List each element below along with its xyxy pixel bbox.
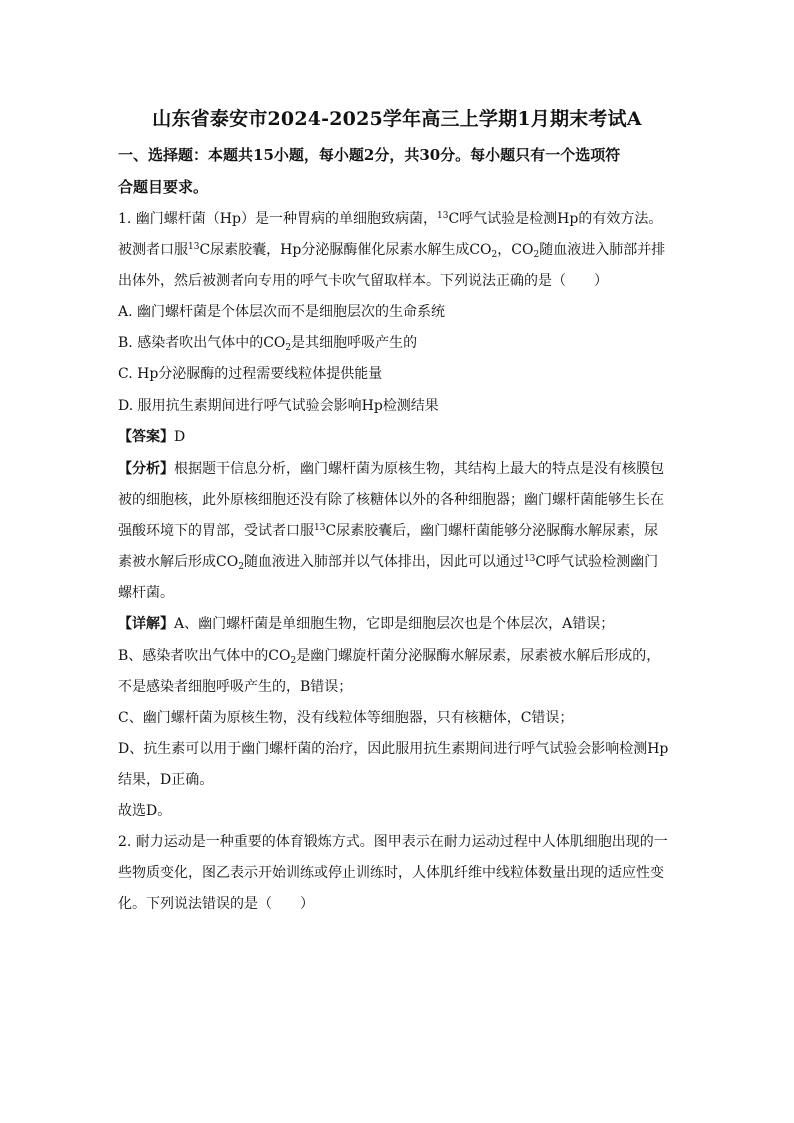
section-heading-continued: 合题目要求。 [118,178,209,196]
question-1-detail-c: C、幽门螺杆菌为原核生物，没有线粒体等细胞器，只有核糖体，C错误； [118,710,574,726]
question-1-option-b: B. 感染者吹出气体中的$CO_2$是其细胞呼吸产生的 [118,335,418,353]
question-1-answer [118,427,678,447]
question-1-analysis-line-2: 被的细胞核，此外原核细胞还没有除了核糖体以外的各种细胞器；幽门螺杆菌能够生长在 [118,492,664,508]
page-title: 山东省泰安市2024-2025学年高三上学期1月期末考试A [152,108,642,130]
question-1-stem-line-1: 1. 幽门螺杆菌（Hp）是一种胃病的单细胞致病菌，$^{13}$C呼气试验是检测Hp的有效方法。 [118,211,663,227]
question-1-detail-b-line-2: 不是感染者细胞呼吸产生的，B错误； [118,679,353,695]
question-1-detail-d-line-1: D、抗生素可以用于幽门螺杆菌的治疗，因此服用抗生素期间进行呼气试验会影响检测Hp [118,741,669,757]
analysis-tag: 【分析】 [118,461,174,477]
question-1-analysis-line-3: 强酸环境下的胃部，受试者口服$^{13}$C尿素胶囊后，幽门螺杆菌能够分泌脲酶水解尿素，尿 [118,523,659,539]
answer-tag: 【答案】 [118,429,174,445]
question-1-analysis-line-4: 素被水解后形成$CO_2$随血液进入肺部并以气体排出，因此可以通过$^{13}$C呼气试验检测幽门 [118,554,659,572]
detail-tag: 【详解】 [118,616,174,632]
question-1-option-c: C. Hp分泌脲酶的过程需要线粒体提供能量 [118,366,383,382]
answer-value: D [174,429,186,445]
question-2-stem-line-3: 化。下列说法错误的是（ ） [118,896,314,912]
question-1-detail-a: 【详解】A、幽门螺杆菌是单细胞生物，它即是细胞层次也是个体层次，A错误； [118,616,615,632]
question-1-option-d: D. 服用抗生素期间进行呼气试验会影响Hp检测结果 [118,398,439,414]
question-1-conclusion: 故选D。 [118,803,172,819]
question-1-detail-b-line-1: B、感染者吹出气体中的$CO_2$是幽门螺旋杆菌分泌脲酶水解尿素，尿素被水解后形成的， [118,648,661,666]
question-1-analysis-line-5: 螺杆菌。 [118,585,174,601]
question-1-stem-line-2: 被测者口服$^{13}$C尿素胶囊，Hp分泌脲酶催化尿素水解生成$CO_2$，$CO_2$随血液进入肺部并排 [118,242,666,260]
question-2-stem-line-2: 些物质变化，图乙表示开始训练或停止训练时，人体肌纤维中线粒体数量出现的适应性变 [118,865,664,881]
section-heading: 一、选择题：本题共15小题，每小题2分，共30分。每小题只有一个选项符 [118,146,621,164]
question-1-analysis-line-1: 【分析】根据题干信息分析，幽门螺杆菌为原核生物，其结构上最大的特点是没有核膜包 [118,461,664,477]
question-1-detail-d-line-2: 结果，D正确。 [118,772,214,788]
question-2-stem-line-1: 2. 耐力运动是一种重要的体育锻炼方式。图甲表示在耐力运动过程中人体肌细胞出现的一 [118,834,668,850]
question-1-option-a: A. 幽门螺杆菌是个体层次而不是细胞层次的生命系统 [118,304,446,320]
question-1-stem-line-3: 出体外，然后被测者向专用的呼气卡吹气留取样本。下列说法正确的是（ ） [118,273,608,289]
